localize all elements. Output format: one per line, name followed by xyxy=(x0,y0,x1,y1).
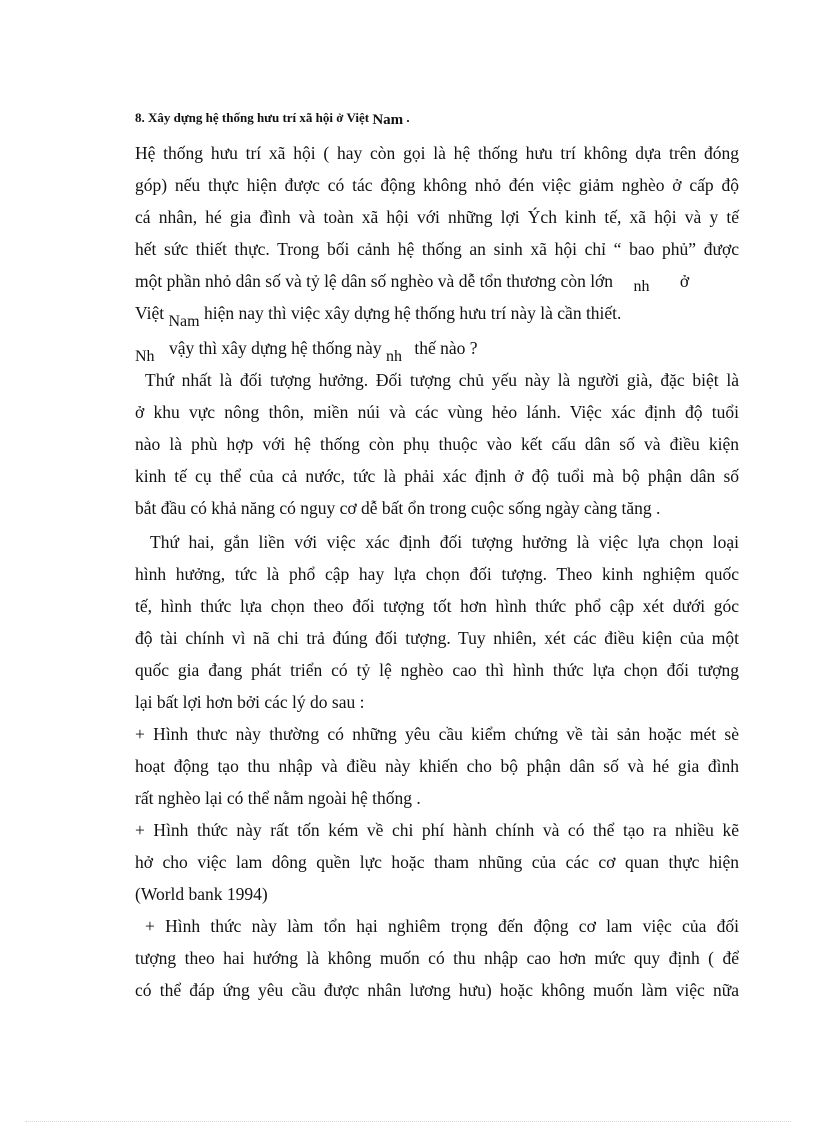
section-heading xyxy=(135,110,410,127)
paragraph-line: kinh tế cụ thể của cả nước, tức là phải xác định ở độ tuổi mà bộ phận dân số xyxy=(135,466,739,486)
bullet-line: có thể đáp ứng yêu cầu được nhân lương hưu) hoặc không muốn làm việc nữa xyxy=(135,980,739,1000)
bullet-line: + Hình thưc này thường có những yêu cầu kiểm chứng về tài sản hoặc mét sè xyxy=(135,724,739,744)
text-run-nh: nh xyxy=(385,348,402,365)
text-run-nh: Nh xyxy=(135,348,155,365)
paragraph-line-mixed xyxy=(135,302,739,330)
text-run: ở xyxy=(679,271,690,291)
bullet-line: hoạt động tạo thu nhập và điều này khiến cho bộ phận dân số và hé gia đình xyxy=(135,756,739,776)
text-run-nh: nh xyxy=(633,278,650,295)
text-run: vậy thì xây dựng hệ thống này xyxy=(168,338,382,358)
section-heading-nam: Nam xyxy=(372,112,404,128)
paragraph-line: độ tài chính vì nã chi trả đúng đối tượng. Tuy nhiên, xét các điều kiện của một xyxy=(135,628,739,648)
paragraph-line: nào là phù hợp với hệ thống còn phụ thuộc vào kết cấu dân số và điều kiện xyxy=(135,434,739,454)
bullet-line: hở cho việc lam dông quền lực hoặc tham nhũng của các cơ quan thực hiện xyxy=(135,852,739,872)
paragraph-line: bắt đầu có khả năng có nguy cơ dễ bất ổn trong cuộc sống ngày càng tăng . xyxy=(135,498,661,518)
page-bottom-rule xyxy=(25,1121,791,1122)
paragraph-line: Hệ thống hưu trí xã hội ( hay còn gọi là hệ thống hưu trí không dựa trên đóng xyxy=(135,143,739,163)
bullet-line: rất nghèo lại có thể nằm ngoài hệ thống . xyxy=(135,788,421,808)
text-run: một phần nhỏ dân số và tỷ lệ dân số nghèo và dễ tổn thương còn lớn xyxy=(135,271,614,291)
paragraph-line: lại bất lợi hơn bởi các lý do sau : xyxy=(135,692,365,712)
paragraph-line-mixed xyxy=(135,270,739,294)
paragraph-line: tế, hình thức lựa chọn theo đối tượng tốt hơn hình thức phổ cập xét dưới góc xyxy=(135,596,739,616)
paragraph-line: Thứ hai, gắn liền với việc xác định đối tượng hưởng là việc lựa chọn loại xyxy=(150,532,739,552)
paragraph-line-mixed xyxy=(135,337,739,365)
paragraph-line: hết sức thiết thực. Trong bối cảnh hệ thống an sinh xã hội chỉ “ bao phủ” được xyxy=(135,239,739,259)
text-run: Việt xyxy=(135,303,165,323)
text-run: thế nào ? xyxy=(414,338,478,358)
paragraph-line: cá nhân, hé gia đình và toàn xã hội với những lợi Ých kinh tế, xã hội và y tế xyxy=(135,207,739,227)
bullet-line: + Hình thức này làm tổn hại nghiêm trọng đến động cơ lam việc của đối xyxy=(145,916,739,936)
paragraph-line: quốc gia đang phát triển có tỷ lệ nghèo cao thì hình thức lựa chọn đối tượng xyxy=(135,660,739,680)
paragraph-line: góp) nếu thực hiện được có tác động không nhỏ đén việc giảm nghèo ở cấp độ xyxy=(135,175,739,195)
bullet-line: tượng theo hai hướng là không muốn có thu nhập cao hơn mức quy định ( để xyxy=(135,948,739,968)
text-run: hiện nay thì việc xây dựng hệ thống hưu trí này là cần thiết. xyxy=(203,303,622,323)
paragraph-line: Thứ nhất là đối tượng hưởng. Đối tượng chủ yếu này là người già, đặc biệt là xyxy=(145,370,739,390)
section-heading-end: . xyxy=(403,110,410,125)
paragraph-line: ở khu vực nông thôn, miền núi và các vùng hẻo lánh. Việc xác định độ tuổi xyxy=(135,402,739,422)
text-run-nam: Nam xyxy=(168,313,200,330)
paragraph-line: hình hưởng, tức là phổ cập hay lựa chọn đối tượng. Theo kinh nghiệm quốc xyxy=(135,564,739,584)
section-heading-text: 8. Xây dựng hệ thống hưu trí xã hội ở Việt xyxy=(135,110,370,125)
bullet-line: + Hình thức này rất tốn kém về chi phí hành chính và có thể tạo ra nhiều kẽ xyxy=(135,820,739,840)
bullet-line: (World bank 1994) xyxy=(135,884,268,904)
